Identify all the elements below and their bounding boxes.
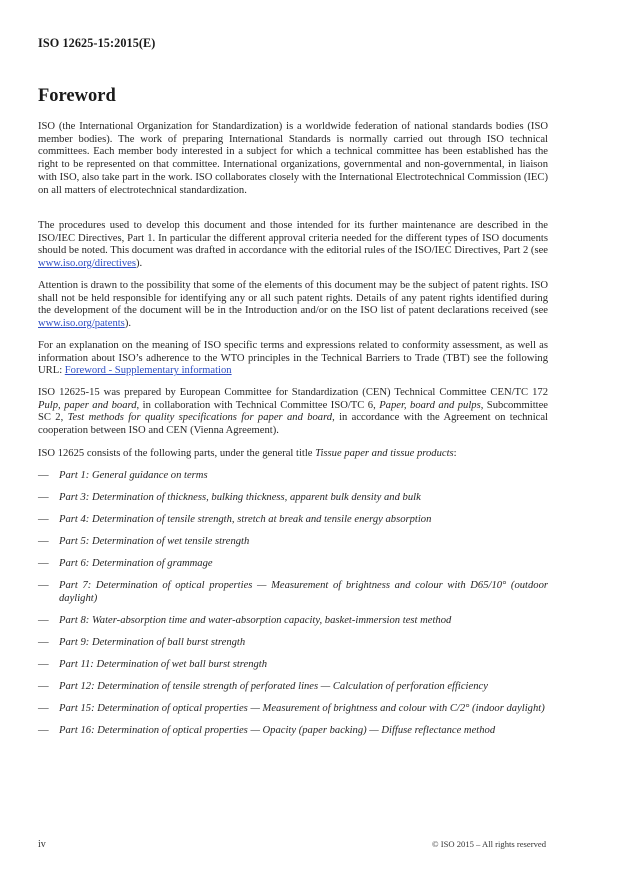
list-item: [38, 659, 548, 672]
paragraph-text: , Subcommittee SC 2,: [38, 399, 549, 424]
part-title: Part 8: Water-absorption time and water-absorption capacity, basket-immersion test method: [59, 614, 452, 626]
paragraph-text: Attention is drawn to the possibility that some of the elements of this document may be the subject of patent rights. ISO shall not be held responsible for identifying any or all such patent rights. Details of any patent rights identified during the development of the document will be in the Introduction and/or on the ISO list of patent declarations received (see: [38, 280, 548, 317]
dash-bullet: —: [38, 558, 49, 569]
paragraph-conformity: [38, 340, 548, 378]
dash-bullet: —: [38, 680, 49, 692]
subcommittee-name: Test methods for quality specifications for paper and board: [67, 412, 333, 424]
paragraph-text: The procedures used to develop this document and those intended for its further maintenance are described in the ISO/IEC Directives, Part 1. In particular the different approval criteria needed for the different types of ISO documents should be noted. This document was drafted in accordance with the editorial rules of the ISO/IEC Directives, Part 2 (see: [38, 220, 548, 257]
patents-link[interactable]: www.iso.org/patents: [38, 318, 125, 330]
list-item: [38, 703, 548, 716]
paragraph-text: , in collaboration with Technical Committee ISO/TC 6,: [136, 399, 380, 411]
paragraph-text: ISO 12625-15 was prepared by European Committee for Standardization (CEN) Technical Committee CEN/TC 172: [38, 387, 548, 398]
part-title: Part 4: Determination of tensile strength, stretch at break and tensile energy absorption: [59, 514, 432, 525]
dash-bullet: —: [38, 658, 49, 670]
document-identifier: ISO 12625-15:2015(E): [38, 36, 156, 50]
part-title: Part 12: Determination of tensile strength of perforated lines — Calculation of perforation efficiency: [59, 680, 488, 692]
list-item: [38, 492, 548, 505]
list-item: [38, 681, 548, 694]
part-title: Part 15: Determination of optical properties — Measurement of brightness and colour with C/2° (indoor daylight): [59, 702, 545, 714]
dash-bullet: —: [38, 514, 49, 525]
paragraph-text: :: [453, 448, 457, 459]
paragraph-text: For an explanation on the meaning of ISO specific terms and expressions related to conformity assessment, as well as information about ISO’s adherence to the WTO principles in the Technical Barriers to Trade (TBT) see the following URL:: [38, 340, 548, 377]
copyright-notice: © ISO 2015 – All rights reserved: [432, 839, 546, 849]
dash-bullet: —: [38, 614, 49, 626]
part-title: Part 16: Determination of optical properties — Opacity (paper backing) — Diffuse reflectance method: [59, 724, 496, 736]
dash-bullet: —: [38, 724, 49, 736]
paragraph-text: ).: [135, 258, 143, 270]
committee-name: Pulp, paper and board: [38, 399, 137, 411]
paragraph-patents: [38, 280, 548, 331]
page-number: iv: [38, 839, 46, 850]
paragraph-parts-intro: [38, 448, 548, 461]
committee-name: Paper, board and pulps: [379, 399, 481, 411]
list-item: [38, 514, 548, 527]
paragraph-text: , in accordance with the Agreement on technical cooperation between ISO and CEN (Vienna Agreement).: [38, 412, 549, 437]
paragraph-text: ISO 12625 consists of the following parts, under the general title: [38, 448, 316, 459]
part-title: Part 9: Determination of ball burst strength: [59, 636, 246, 648]
paragraph-preparation: [38, 387, 548, 438]
part-title: Part 7: Determination of optical properties — Measurement of brightness and colour with D65/10° (outdoor daylight): [59, 580, 548, 604]
parts-list: [38, 470, 548, 747]
part-title: Part 5: Determination of wet tensile strength: [59, 536, 250, 547]
paragraph-procedures: [38, 220, 548, 271]
dash-bullet: —: [38, 492, 49, 503]
paragraph-text: ).: [124, 318, 131, 330]
list-item: [38, 470, 548, 483]
supplementary-information-link[interactable]: Foreword - Supplementary information: [64, 365, 232, 377]
general-title: Tissue paper and tissue products: [315, 448, 454, 459]
list-item: [38, 725, 548, 738]
dash-bullet: —: [38, 536, 49, 547]
list-item: [38, 558, 548, 571]
part-title: Part 1: General guidance on terms: [59, 470, 208, 481]
part-title: Part 6: Determination of grammage: [59, 558, 213, 569]
dash-bullet: —: [38, 470, 49, 481]
list-item: [38, 637, 548, 650]
directives-link[interactable]: www.iso.org/directives: [38, 258, 136, 270]
dash-bullet: —: [38, 636, 49, 648]
paragraph-iso-intro: ISO (the International Organization for Standardization) is a worldwide federation of national standards bodies (ISO member bodies). The work of preparing International Standards is normally carried out through ISO technical committees. Each member body interested in a subject for which a technical committee has been established has the right to be represented on that committee. International organizations, governmental and non-governmental, in liaison with ISO, also take part in the work. ISO collaborates closely with the International Electrotechnical Commission (IEC) on all matters of electrotechnical standardization.: [38, 121, 548, 196]
dash-bullet: —: [38, 580, 49, 591]
part-title: Part 11: Determination of wet ball burst strength: [59, 658, 268, 670]
list-item: [38, 536, 548, 549]
dash-bullet: —: [38, 702, 49, 714]
list-item: [38, 580, 548, 605]
part-title: Part 3: Determination of thickness, bulking thickness, apparent bulk density and bulk: [59, 492, 421, 503]
section-heading-foreword: Foreword: [38, 86, 116, 106]
list-item: [38, 615, 548, 628]
